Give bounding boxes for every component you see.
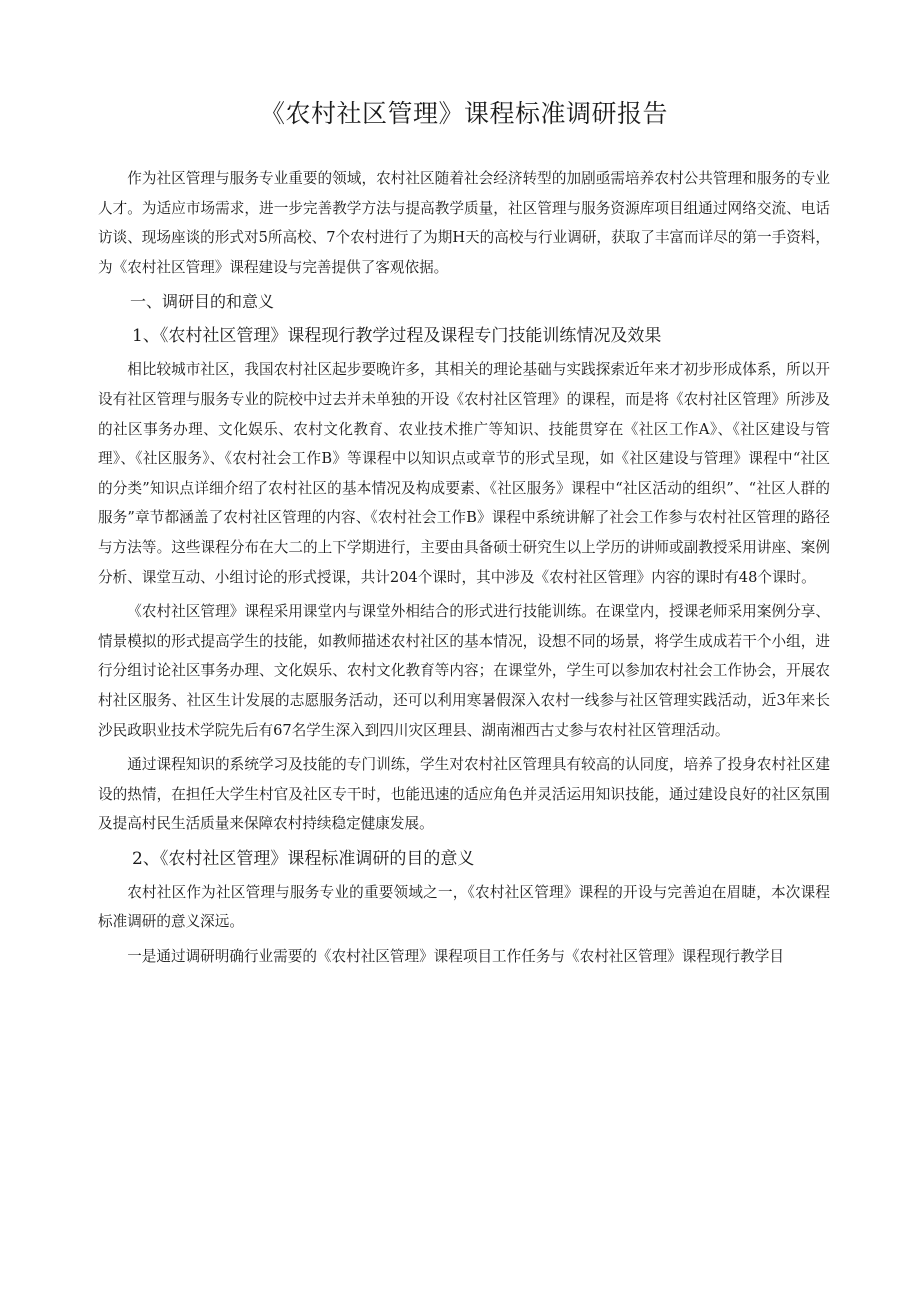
subsection-heading-2: 2、《农村社区管理》课程标准调研的目的意义	[132, 848, 475, 869]
subsection-heading-1: 1、《农村社区管理》课程现行教学过程及课程专门技能训练情况及效果	[132, 326, 662, 347]
intro-paragraph: 作为社区管理与服务专业重要的领域，农村社区随着社会经济转型的加剧亟需培养农村公共管理和服务的专业人才。为适应市场需求，进一步完善教学方法与提高教学质量，社区管理与服务资源库项目组通过网络交流、电话访谈、现场座谈的形式对5所高校、7个农村进行了为期H天的高校与行业调研，获取了丰富而详尽的第一手资料，为《农村社区管理》课程建设与完善提供了客观依据。	[98, 170, 830, 276]
document-page	[98, 94, 830, 972]
paragraph-research-purpose: 农村社区作为社区管理与服务专业的重要领域之一，《农村社区管理》课程的开设与完善迫在眉睫，本次课程标准调研的意义深远。	[98, 883, 830, 931]
paragraph-first-goal: 一是通过调研明确行业需要的《农村社区管理》课程项目工作任务与《农村社区管理》课程现行教学目	[127, 948, 784, 966]
paragraph-training-effect: 通过课程知识的系统学习及技能的专门训练，学生对农村社区管理具有较高的认同度，培养了投身农村社区建设的热情，在担任大学生村官及社区专干时，也能迅速的适应角色并灵活运用知识技能，通过建设良好的社区氛围及提高村民生活质量来保障农村持续稳定健康发展。	[98, 756, 830, 833]
section-heading-1: 一、调研目的和意义	[130, 292, 275, 312]
paragraph-teaching-process: 相比较城市社区，我国农村社区起步要晚许多，其相关的理论基础与实践探索近年来才初步形成体系，所以开设有社区管理与服务专业的院校中过去并未单独的开设《农村社区管理》的课程，而是将《农村社区管理》所涉及的社区事务办理、文化娱乐、农村文化教育、农业技术推广等知识、技能贯穿在《社区工作A》、《社区建设与管理》、《社区服务》、《农村社会工作B》等课程中以知识点或章节的形式呈现，如《社区建设与管理》课程中“社区的分类”知识点详细介绍了农村社区的基本情况及构成要素、《社区服务》课程中“社区活动的组织”、“社区人群的服务”章节都涵盖了农村社区管理的内容、《农村社会工作B》课程中系统讲解了社会工作参与农村社区管理的路径与方法等。这些课程分布在大二的上下学期进行，主要由具备硕士研究生以上学历的讲师或副教授采用讲座、案例分析、课堂互动、小组讨论的形式授课，共计204个课时，其中涉及《农村社区管理》内容的课时有48个课时。	[98, 361, 830, 586]
paragraph-skill-training: 《农村社区管理》课程采用课堂内与课堂外相结合的形式进行技能训练。在课堂内，授课老师采用案例分享、情景模拟的形式提高学生的技能，如教师描述农村社区的基本情况，设想不同的场景，将学生成成若干个小组，进行分组讨论社区事务办理、文化娱乐、农村文化教育等内容；在课堂外，学生可以参加农村社会工作协会，开展农村社区服务、社区生计发展的志愿服务活动，还可以利用寒暑假深入农村一线参与社区管理实践活动，近3年来长沙民政职业技术学院先后有67名学生深入到四川灾区理县、湖南湘西古丈参与农村社区管理活动。	[98, 603, 830, 739]
document-title: 《农村社区管理》课程标准调研报告	[259, 99, 668, 128]
